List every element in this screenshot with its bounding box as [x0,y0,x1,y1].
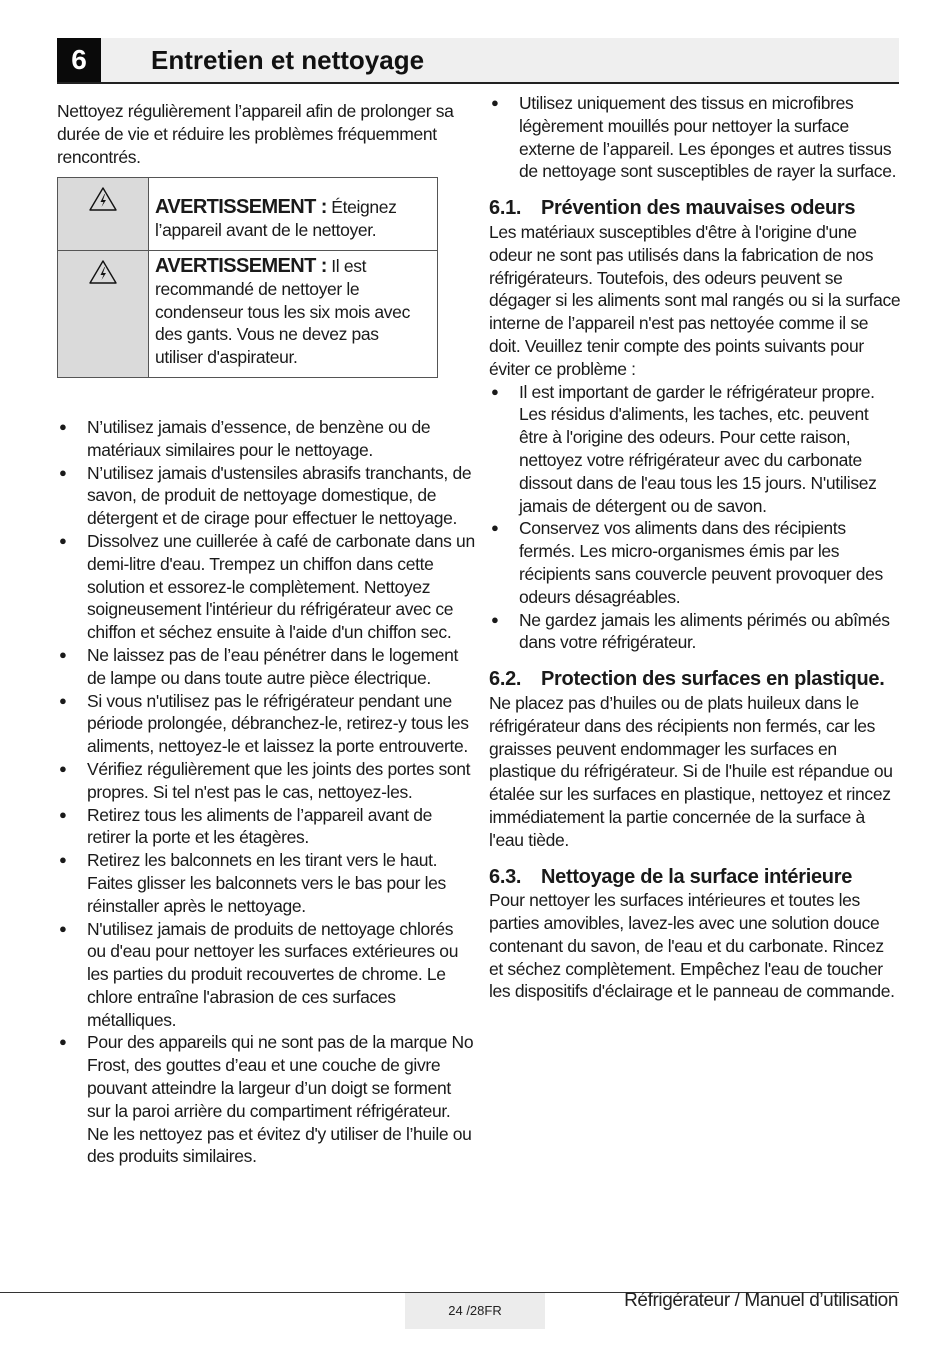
list-item: ● Retirez les balconnets en les tirant vers le haut. Faites glisser les balconnets vers le bas pour les réinstaller après le nettoyage. [59,850,446,916]
list-item: ● Conservez vos aliments dans des récipients fermés. Les micro-organismes émis par les récipients sans couvercle peuvent provoquer des odeurs désagréables. [491,518,883,607]
list-item: ● N'utilisez jamais de produits de nettoyage chlorés ou d'eau pour nettoyer les surfaces extérieures ou les parties du produit recouvertes de chrome. Le chlore entraîne l'abrasion de ces surfaces métalliques. [59,918,459,1030]
section-body: Pour nettoyer les surfaces intérieures et toutes les parties amovibles, lavez-les avec une solution douce contenant du savon, de l'eau et du carbonate. Rincez et séchez complètement. Empêchez l'eau de toucher les dispositifs d'éclairage et le panneau de commande. [489,890,895,1002]
warning-text-cell [149,250,438,377]
warning-label: AVERTISSEMENT : [155,196,327,219]
bullet-icon: ● [491,383,499,399]
bullet-icon: ● [59,852,67,868]
warning-text: Éteignez l’appareil avant de le nettoyer. [155,197,397,241]
bullet-icon: ● [491,611,499,627]
chapter-title: Entretien et nettoyage [151,45,425,75]
warning-row [58,178,438,251]
chapter-header [57,38,899,84]
chapter-number: 6 [57,38,101,82]
bullet-icon: ● [491,95,499,110]
section-body: Les matériaux susceptibles d'être à l'origine d'une odeur ne sont pas utilisés dans la fabrication de nos réfrigérateurs. Toutefois, des odeurs peuvent se dégager si les aliments sont mal rangés ou si la surface interne de l’appareil n'est pas nettoyée comme il se doit. Veuillez tenir compte des points suivants pour éviter ce problème : [489,221,901,379]
list-item: ● Ne laissez pas de l’eau pénétrer dans le logement de lampe ou dans toute autre pièce électrique. [59,644,459,688]
cleaning-instructions-list [57,416,475,1168]
right-column [489,92,901,1003]
bullet-icon: ● [59,646,67,662]
bullet-icon: ● [59,920,67,936]
warning-triangle-icon [88,186,118,212]
list-item: ● Pour des appareils qui ne sont pas de la marque No Frost, des gouttes d’eau et une couche de givre pouvant atteindre la largeur d’un doigt se forment sur la paroi arrière du compartiment réfrigérateur. Ne les nettoyez pas et évitez d'y utiliser de l’huile ou des produits similaires. [59,1032,474,1167]
section-heading-6-1: 6.1. Prévention des mauvaises odeurs [489,197,856,220]
exterior-cleaning-list [489,92,901,183]
warning-table [57,177,438,378]
bullet-icon: ● [59,806,67,822]
bullet-icon: ● [59,760,67,776]
list-item: ● Il est important de garder le réfrigérateur propre. Les résidus d'aliments, les taches, etc. peuvent être à l'origine des odeurs. Pour cette raison, nettoyez votre réfrigérateur avec du carbonate dissout dans de l'eau tous les 15 jours. N'utilisez jamais de détergent ou de savon. [491,381,877,516]
list-item: ● Ne gardez jamais les aliments périmés ou abîmés dans votre réfrigérateur. [491,609,890,653]
odor-prevention-list [489,381,901,655]
bullet-icon: ● [59,692,67,708]
list-item: ● Dissolvez une cuillerée à café de carbonate dans un demi-litre d'eau. Trempez un chiffon dans cette solution et essorez-le complètement. Nettoyez soigneusement l'intérieur du réfrigérateur avec ce chiffon et séchez ensuite à l'aide d'un chiffon sec. [59,530,475,643]
list-item: ● Si vous n'utilisez pas le réfrigérateur pendant une période prolongée, débranchez-le, retirez-y tous les aliments, nettoyez-le et laissez la porte entrouverte. [59,690,469,757]
list-item: ● Vérifiez régulièrement que les joints des portes sont propres. Si tel n'est pas le cas, nettoyez-les. [59,758,471,802]
warning-label: AVERTISSEMENT : [155,254,327,277]
left-column [57,100,475,1168]
list-item: ● N’utilisez jamais d’essence, de benzène ou de matériaux similaires pour le nettoyage. [59,416,431,460]
warning-icon-cell [58,178,149,251]
section-heading-6-2: 6.2. Protection des surfaces en plastique. [489,668,885,691]
bullet-icon: ● [59,418,67,434]
warning-triangle-icon [88,259,118,285]
page-number: 24 /28FR [405,1293,545,1329]
footer-title: Réfrigérateur / Manuel d’utilisation [624,1290,898,1311]
section-heading-6-3: 6.3. Nettoyage de la surface intérieure [489,865,853,888]
list-item: ● Retirez tous les aliments de l’appareil avant de retirer la porte et les étagères. [59,804,433,848]
list-item: ● Utilisez uniquement des tissus en microfibres légèrement mouillés pour nettoyer la surface externe de l’appareil. Les éponges et autres tissus de nettoyage sont susceptibles de rayer la surface. [491,93,897,182]
bullet-icon: ● [491,520,499,536]
warning-row [58,250,438,377]
bullet-icon: ● [59,464,67,480]
list-item: ● N’utilisez jamais d'ustensiles abrasifs tranchants, de savon, de produit de nettoyage domestique, de détergent et de cirage pour effectuer le nettoyage. [59,462,472,529]
warning-icon-cell [58,250,149,377]
bullet-icon: ● [59,1034,67,1050]
warning-text: Il est recommandé de nettoyer le condenseur tous les six mois avec des gants. Vous ne devez pas utiliser d'aspirateur. [155,255,410,368]
bullet-icon: ● [59,532,67,548]
section-body: Ne placez pas d’huiles ou de plats huileux dans le réfrigérateur dans des récipients non fermés, car les graisses peuvent endommager les surfaces en plastique du réfrigérateur. Si de l'huile est répandue ou étalée sur les surfaces en plastique, nettoyez et rincez immédiatement la partie concernée de la surface à l'eau tiède. [489,692,893,850]
warning-text-cell [149,178,438,251]
intro-paragraph: Nettoyez régulièrement l’appareil afin de prolonger sa durée de vie et réduire les problèmes fréquemment rencontrés. [57,101,454,167]
